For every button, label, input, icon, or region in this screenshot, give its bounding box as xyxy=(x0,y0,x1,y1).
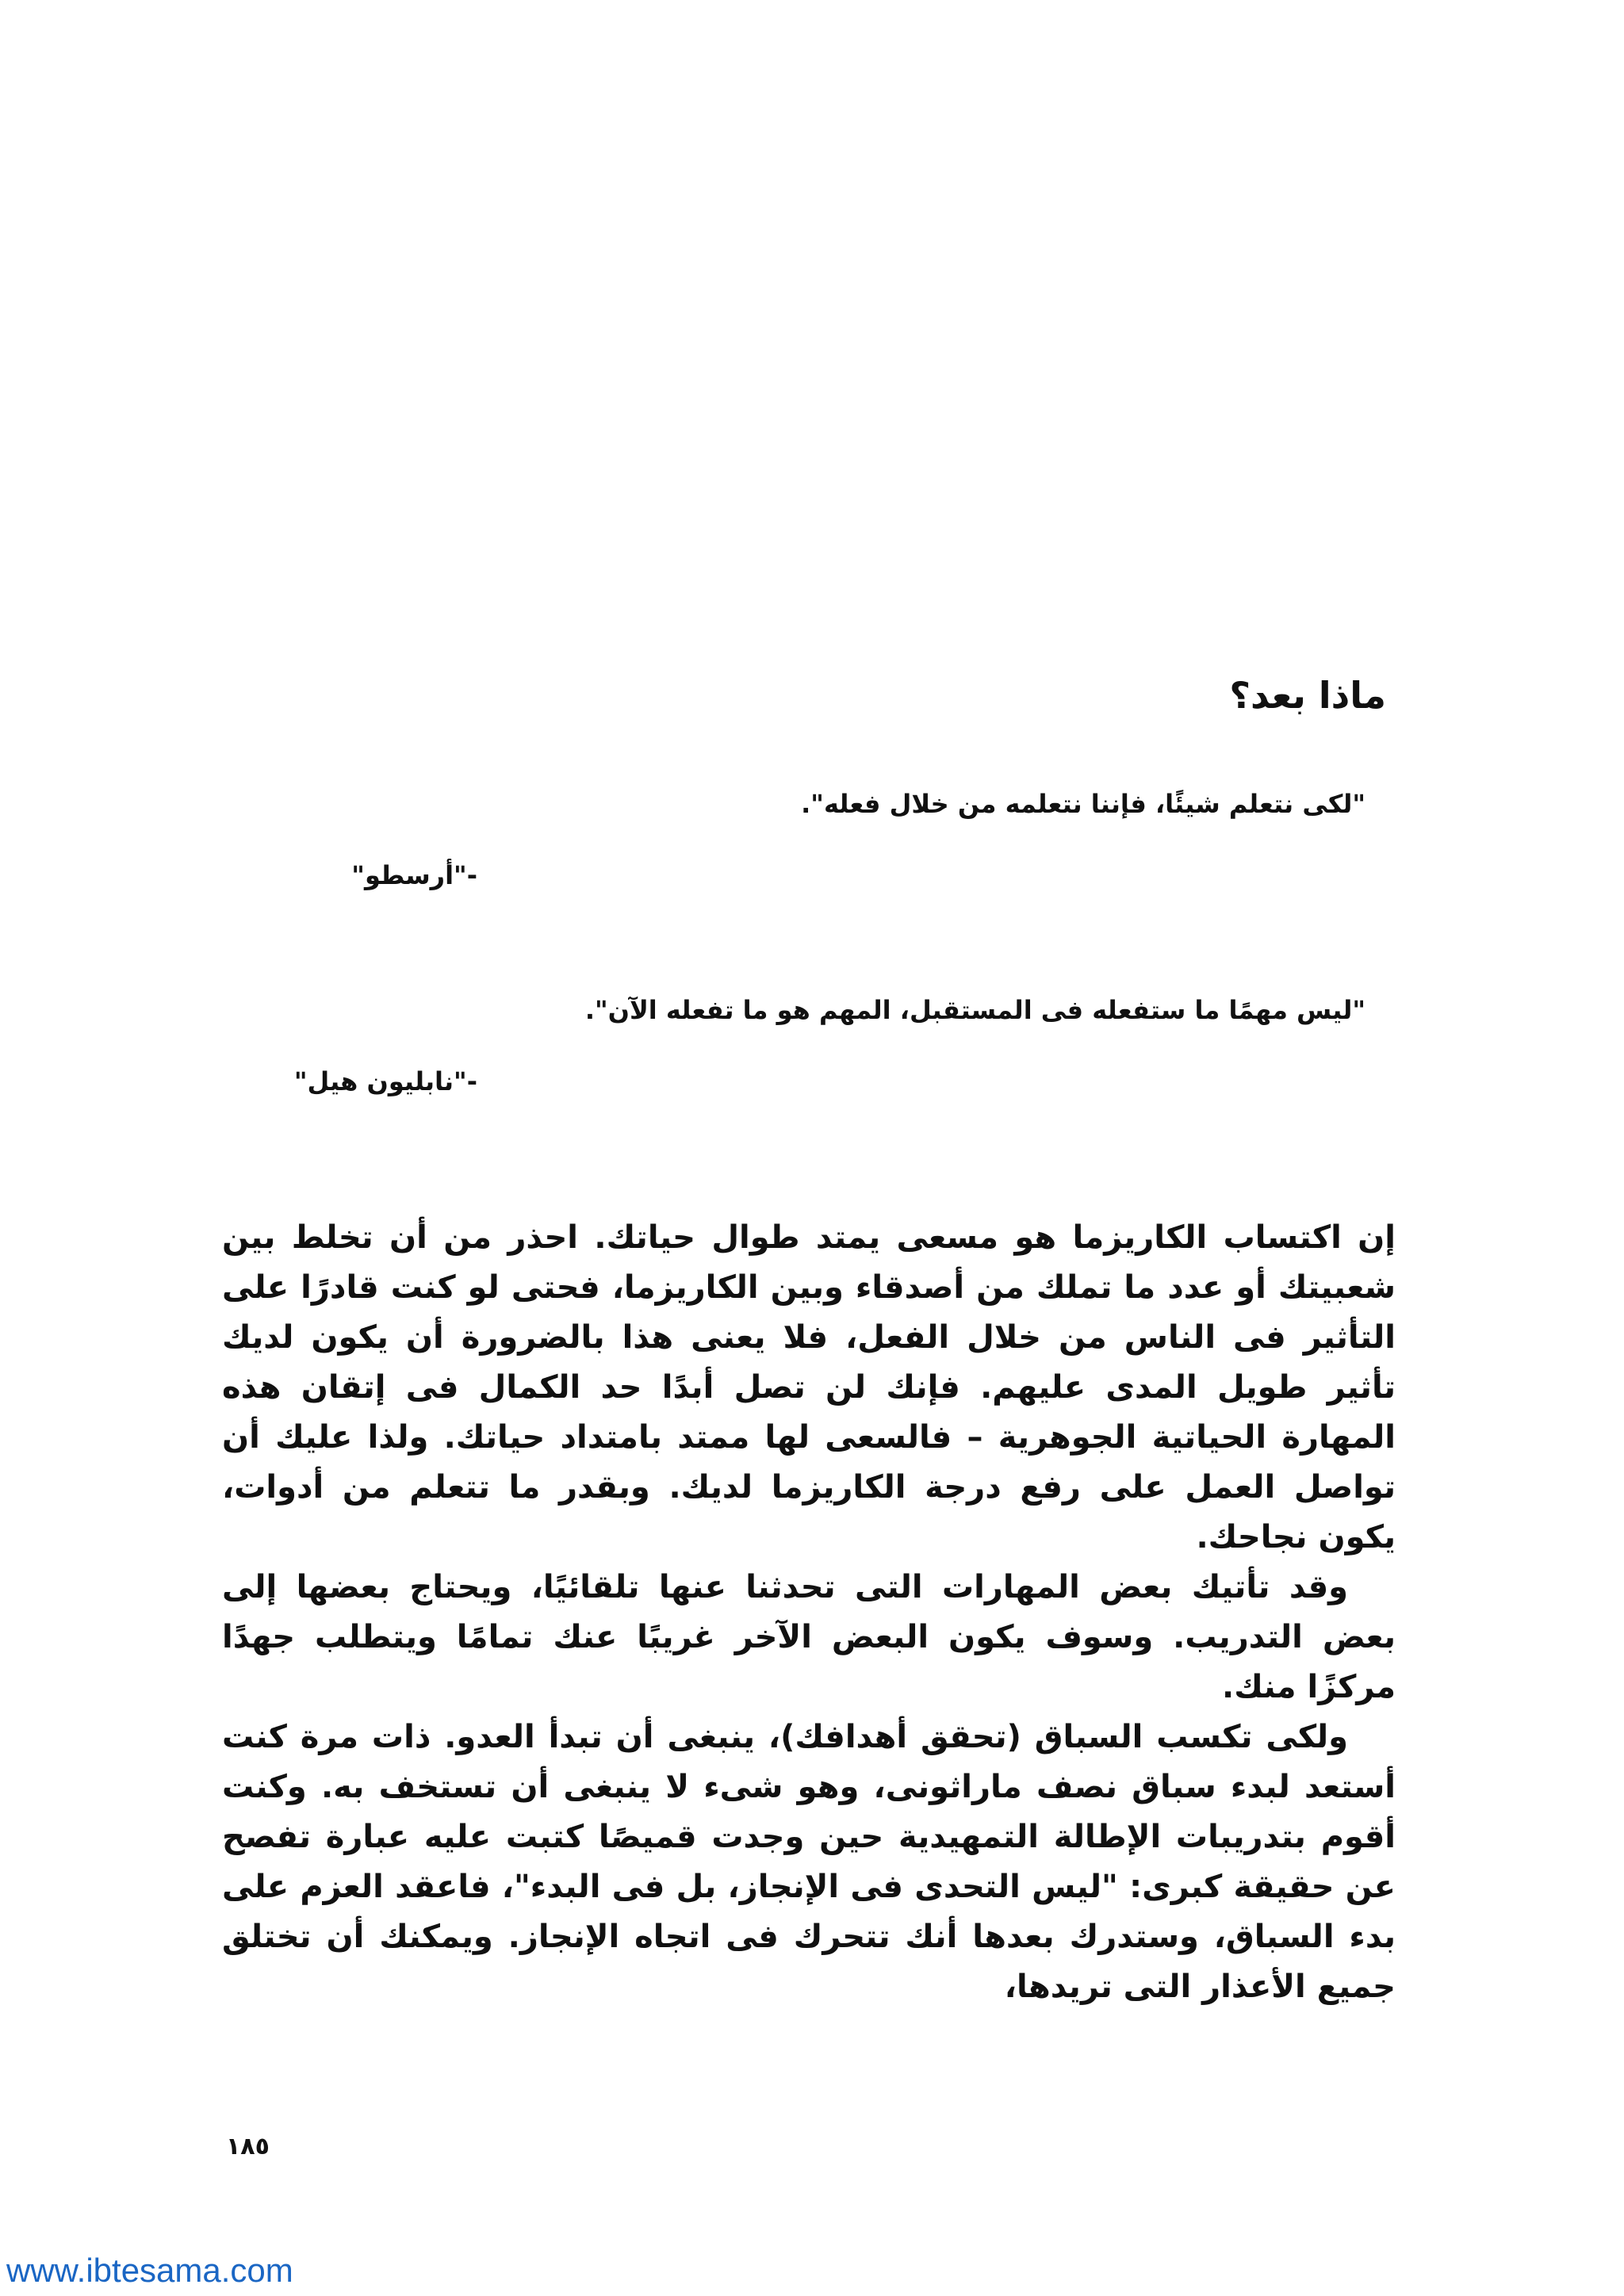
quote-author-napoleon-hill: -"نابليون هيل" xyxy=(293,1066,477,1096)
website-watermark: www.ibtesama.com xyxy=(6,2252,293,2289)
paragraph: وقد تأتيك بعض المهارات التى تحدثنا عنها تلقائيًا، ويحتاج بعضها إلى بعض التدريب. وسوف يكون البعض الآخر غريبًا عنك تمامًا ويتطلب جهدًا مركزًا منك. xyxy=(222,1569,1396,1705)
section-heading: ماذا بعد؟ xyxy=(1229,674,1386,717)
quote-text-napoleon-hill: "ليس مهمًا ما ستفعله فى المستقبل، المهم هو ما تفعله الآن". xyxy=(584,995,1365,1025)
paragraph: ولكى تكسب السباق (تحقق أهدافك)، ينبغى أن تبدأ العدو. ذات مرة كنت أستعد لبدء سباق نصف ماراثونى، وهو شىء لا ينبغى أن تستخف به. وكنت أقوم بتدريبات الإطالة التمهيدية حين وجدت قميصًا كتبت عليه عبارة تفصح عن حقيقة كبرى: "ليس التحدى فى الإنجاز، بل فى البدء"، فاعقد العزم على بدء السباق، وستدرك بعدها أنك تتحرك فى اتجاه الإنجاز. ويمكنك أن تختلق جميع الأعذار التى تريدها، xyxy=(222,1719,1396,2005)
quote-text-aristotle: "لكى نتعلم شيئًا، فإننا نتعلمه من خلال فعله". xyxy=(801,789,1365,819)
quote-author-aristotle: -"أرسطو" xyxy=(351,860,477,890)
page-number: ١٨٥ xyxy=(226,2133,270,2160)
body-text xyxy=(222,1213,1396,2012)
paragraph: إن اكتساب الكاريزما هو مسعى يمتد طوال حياتك. احذر من أن تخلط بين شعبيتك أو عدد ما تملك من أصدقاء وبين الكاريزما، فحتى لو كنت قادرًا على التأثير فى الناس من خلال الفعل، فلا يعنى هذا بالضرورة أن يكون لديك تأثير طويل المدى عليهم. فإنك لن تصل أبدًا حد الكمال فى إتقان هذه المهارة الحياتية الجوهرية – فالسعى لها ممتد بامتداد حياتك. ولذا عليك أن تواصل العمل على رفع درجة الكاريزما لديك. وبقدر ما تتعلم من أدوات، يكون نجاحك. xyxy=(222,1219,1396,1556)
